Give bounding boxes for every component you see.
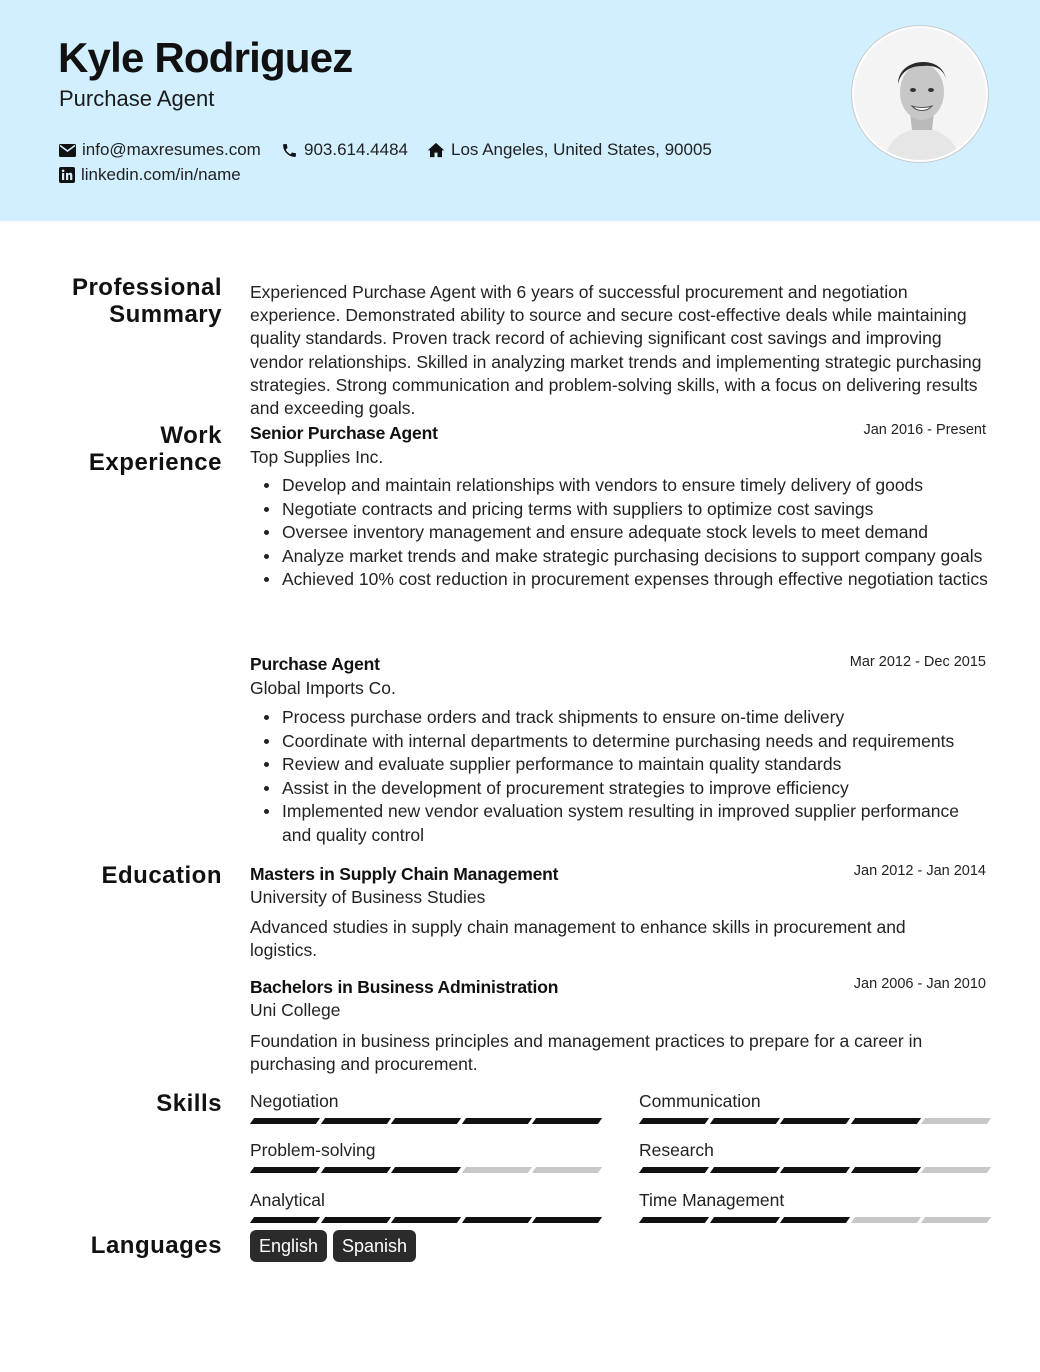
contact-email[interactable] [59, 140, 261, 160]
skill-level-segment [709, 1118, 779, 1124]
list-item: Achieved 10% cost reduction in procurement expenses through effective negotiation tactics [282, 568, 992, 592]
skill-level-segment [461, 1167, 531, 1173]
phone-icon [281, 142, 298, 159]
degree-title: Masters in Supply Chain Management [250, 864, 559, 884]
school-name: University of Business Studies [250, 887, 486, 907]
skill-bar [252, 1167, 600, 1173]
language-badge: Spanish [333, 1230, 416, 1262]
email-text: info@maxresumes.com [82, 140, 261, 159]
degree-description: Foundation in business principles and management practices to prepare for a career in purchasing and procurement. [250, 1031, 923, 1075]
skill-name: Time Management [639, 1190, 785, 1210]
job-company: Top Supplies Inc. [250, 447, 384, 467]
skill-bar [641, 1217, 989, 1223]
degree-dates: Jan 2012 - Jan 2014 [853, 863, 986, 879]
job-dates: Mar 2012 - Dec 2015 [849, 654, 986, 670]
summary-text: Experienced Purchase Agent with 6 years of successful procurement and negotiation experience. Demonstrated ability to source and secure cost-effective deals while maintaining quality standards. Proven track record of achieving significant cost savings and improving vendor relationships. Skilled in analyzing market trends and implementing strategic purchasing strategies. Strong communication and problem-solving skills, with a focus on delivering results and exceeding goals. [250, 282, 982, 419]
school-name: Uni College [250, 1000, 341, 1020]
skill-level-segment [532, 1118, 602, 1124]
job-title: Senior Purchase Agent [250, 423, 438, 443]
skill-name: Analytical [250, 1190, 325, 1210]
skill-level-segment [850, 1118, 920, 1124]
skill-name: Communication [639, 1091, 761, 1111]
skill-level-segment [391, 1118, 461, 1124]
skill-level-segment [250, 1167, 320, 1173]
contact-location [427, 140, 712, 160]
skill-name: Research [639, 1140, 714, 1160]
list-item: Negotiate contracts and pricing terms with suppliers to optimize cost savings [282, 498, 992, 522]
skill-bar [252, 1118, 600, 1124]
skill-level-segment [780, 1217, 850, 1223]
linkedin-icon [59, 167, 75, 183]
list-item: Develop and maintain relationships with vendors to ensure timely delivery of goods [282, 474, 992, 498]
contact-linkedin[interactable] [59, 165, 241, 185]
skill-level-segment [391, 1167, 461, 1173]
list-item: Assist in the development of procurement strategies to improve efficiency [282, 777, 992, 801]
skill-name: Negotiation [250, 1091, 339, 1111]
phone-text: 903.614.4484 [304, 140, 408, 159]
skill-level-segment [639, 1118, 709, 1124]
list-item: Oversee inventory management and ensure adequate stock levels to meet demand [282, 521, 992, 545]
skill-level-segment [532, 1217, 602, 1223]
header-banner [0, 0, 1040, 221]
job-company: Global Imports Co. [250, 678, 396, 698]
degree-dates: Jan 2006 - Jan 2010 [853, 976, 986, 992]
job-bullets [282, 474, 992, 592]
profile-photo [852, 26, 988, 162]
skill-level-segment [850, 1167, 920, 1173]
job-title: Purchase Agent [250, 654, 380, 674]
job-dates: Jan 2016 - Present [863, 422, 986, 438]
candidate-title: Purchase Agent [59, 86, 215, 111]
skill-bar [252, 1217, 600, 1223]
job-bullets [282, 706, 992, 848]
section-title-education: Education [101, 862, 222, 889]
skill-level-segment [921, 1217, 991, 1223]
skill-level-segment [780, 1167, 850, 1173]
location-text: Los Angeles, United States, 90005 [451, 140, 712, 159]
list-item: Review and evaluate supplier performance to maintain quality standards [282, 753, 992, 777]
skill-level-segment [250, 1217, 320, 1223]
skill-level-segment [461, 1217, 531, 1223]
list-item: Process purchase orders and track shipments to ensure on-time delivery [282, 706, 992, 730]
skill-level-segment [709, 1167, 779, 1173]
skill-level-segment [921, 1118, 991, 1124]
skill-name: Problem-solving [250, 1140, 376, 1160]
list-item: Coordinate with internal departments to determine purchasing needs and requirements [282, 730, 992, 754]
skill-level-segment [320, 1118, 390, 1124]
section-title-skills: Skills [156, 1090, 222, 1117]
linkedin-text: linkedin.com/in/name [81, 165, 241, 184]
skill-level-segment [921, 1167, 991, 1173]
skill-level-segment [250, 1118, 320, 1124]
skill-level-segment [320, 1167, 390, 1173]
skill-bar [641, 1118, 989, 1124]
skill-level-segment [461, 1118, 531, 1124]
skill-level-segment [709, 1217, 779, 1223]
list-item: Implemented new vendor evaluation system resulting in improved supplier performance and quality control [282, 800, 992, 847]
skill-level-segment [639, 1167, 709, 1173]
contact-phone[interactable] [281, 140, 408, 160]
home-icon [427, 142, 445, 158]
skill-level-segment [320, 1217, 390, 1223]
skill-bar [641, 1167, 989, 1173]
list-item: Analyze market trends and make strategic purchasing decisions to support company goals [282, 545, 992, 569]
section-title-languages: Languages [90, 1232, 222, 1259]
degree-title: Bachelors in Business Administration [250, 977, 559, 997]
skill-level-segment [780, 1118, 850, 1124]
skill-level-segment [850, 1217, 920, 1223]
candidate-name: Kyle Rodriguez [58, 34, 353, 81]
skill-level-segment [532, 1167, 602, 1173]
skill-level-segment [391, 1217, 461, 1223]
section-title-experience: Work Experience [88, 422, 222, 476]
skill-level-segment [639, 1217, 709, 1223]
language-badge: English [250, 1230, 327, 1262]
section-title-summary: Professional Summary [71, 274, 222, 328]
envelope-icon [59, 144, 76, 157]
degree-description: Advanced studies in supply chain management to enhance skills in procurement and logistics. [250, 917, 906, 961]
